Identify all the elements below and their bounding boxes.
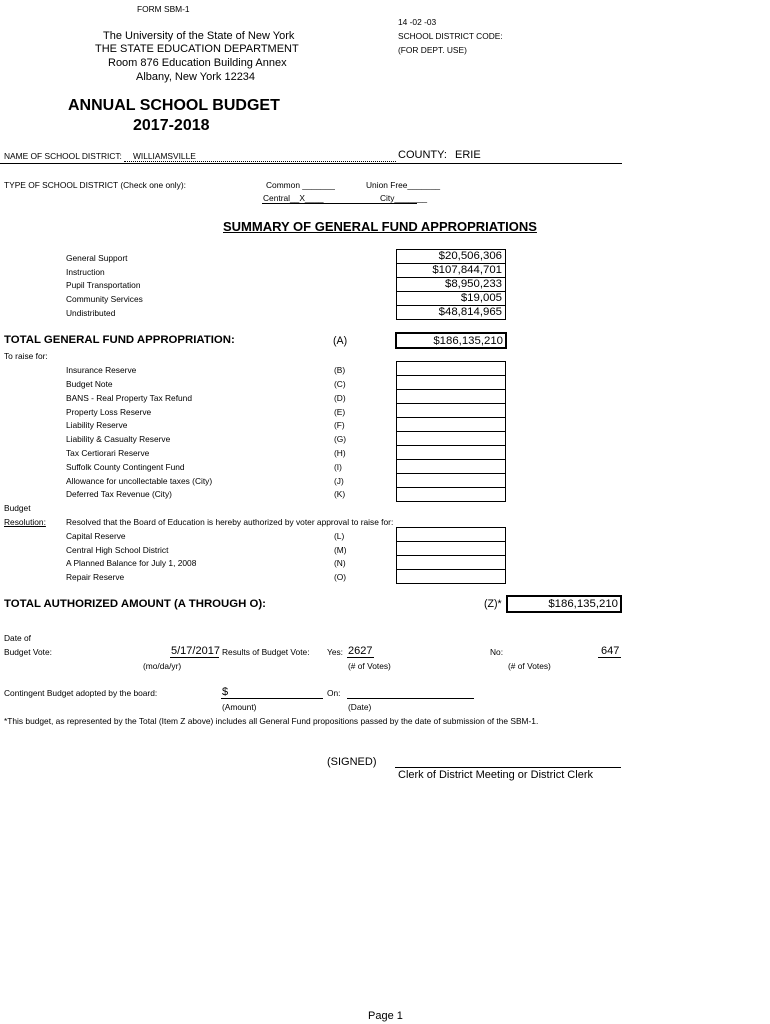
district-type-common[interactable]: Common _______ [266, 180, 335, 190]
header-room: Room 876 Education Building Annex [108, 57, 287, 69]
district-name-value[interactable]: WILLIAMSVILLE [133, 151, 196, 161]
form-id: FORM SBM-1 [137, 4, 190, 14]
reserve-label: Insurance Reserve [66, 365, 137, 375]
reserve-label: BANS - Real Property Tax Refund [66, 393, 192, 403]
vote-yes-value[interactable]: 2627 [348, 645, 373, 657]
resolution-item-label: Central High School District [66, 545, 169, 555]
vote-results-label: Results of Budget Vote: [222, 647, 310, 657]
reserve-label: Budget Note [66, 379, 113, 389]
total-authorized-letter: (Z)* [484, 598, 502, 610]
resolution-item-letter: (N) [334, 558, 346, 568]
reserve-letter: (B) [334, 365, 346, 375]
header-department: THE STATE EDUCATION DEPARTMENT [95, 43, 299, 55]
reserve-value-box[interactable] [396, 417, 506, 432]
district-code-number: 14 -02 -03 [398, 17, 437, 27]
reserve-letter: (E) [334, 407, 346, 417]
district-type-central-underline [262, 203, 417, 204]
vote-no-value[interactable]: 647 [601, 645, 620, 657]
reserve-letter: (K) [334, 489, 346, 499]
budget-year: 2017-2018 [133, 117, 210, 134]
county-label: COUNTY: [398, 149, 447, 161]
vote-yes-label: Yes: [327, 647, 343, 657]
signed-label: (SIGNED) [327, 756, 377, 768]
reserve-label: Tax Certiorari Reserve [66, 448, 150, 458]
reserve-value-box[interactable] [396, 459, 506, 474]
district-type-union-free[interactable]: Union Free_______ [366, 180, 441, 190]
page-number: Page 1 [368, 1010, 403, 1022]
resolution-item-letter: (L) [334, 531, 345, 541]
reserve-letter: (J) [334, 476, 344, 486]
resolution-item-label: A Planned Balance for July 1, 2008 [66, 558, 197, 568]
resolution-value-box[interactable] [396, 527, 506, 542]
header-city: Albany, New York 12234 [136, 71, 256, 83]
appropriation-value-box[interactable] [396, 291, 506, 306]
contingent-amount-caption: (Amount) [222, 702, 257, 712]
contingent-label: Contingent Budget adopted by the board: [4, 688, 158, 698]
appropriation-label: General Support [66, 253, 128, 263]
clerk-caption: Clerk of District Meeting or District Clerk [398, 769, 593, 781]
contingent-amount-underline [221, 698, 323, 699]
district-type-label: TYPE OF SCHOOL DISTRICT (Check one only): [4, 180, 186, 190]
reserve-letter: (G) [334, 434, 347, 444]
reserve-label: Suffolk County Contingent Fund [66, 462, 185, 472]
appropriation-value: $8,950,233 [444, 278, 502, 290]
reserve-letter: (F) [334, 420, 345, 430]
vote-no-label: No: [490, 647, 504, 657]
reserve-letter: (D) [334, 393, 346, 403]
reserve-label: Deferred Tax Revenue (City) [66, 489, 172, 499]
total-general-box[interactable] [395, 332, 507, 349]
reserve-letter: (H) [334, 448, 346, 458]
district-name-underline [124, 161, 396, 162]
header-university: The University of the State of New York [103, 30, 295, 42]
contingent-date-caption: (Date) [348, 702, 372, 712]
contingent-on-label: On: [327, 688, 341, 698]
vote-yes-caption: (# of Votes) [348, 661, 391, 671]
county-value[interactable]: ERIE [455, 149, 481, 161]
appropriation-label: Instruction [66, 267, 105, 277]
total-authorized-box[interactable] [506, 595, 622, 613]
vote-date-value[interactable]: 5/17/2017 [171, 645, 220, 657]
vote-date-label: Budget Vote: [4, 647, 52, 657]
district-row-divider [0, 163, 622, 164]
reserve-value-box[interactable] [396, 473, 506, 488]
vote-date-format: (mo/da/yr) [143, 661, 182, 671]
vote-date-underline [170, 657, 219, 658]
total-authorized-value: $186,135,210 [548, 598, 618, 610]
appropriation-value: $20,506,306 [438, 250, 502, 262]
dept-use-note: (FOR DEPT. USE) [398, 45, 467, 55]
district-code-label: SCHOOL DISTRICT CODE: [398, 31, 503, 41]
resolution-item-letter: (M) [334, 545, 347, 555]
resolution-item-label: Capital Reserve [66, 531, 126, 541]
vote-no-underline [598, 657, 621, 658]
page-title: ANNUAL SCHOOL BUDGET [68, 97, 280, 114]
district-name-label: NAME OF SCHOOL DISTRICT: [4, 151, 122, 161]
total-general-letter: (A) [333, 335, 348, 347]
footnote: *This budget, as represented by the Total (Item Z above) includes all General Fund propositions passed by the date of submission of the SBM-1. [4, 716, 539, 726]
reserve-label: Liability Reserve [66, 420, 128, 430]
reserve-value-box[interactable] [396, 403, 506, 418]
reserve-letter: (I) [334, 462, 342, 472]
budget-resolution-label: Resolution: [4, 517, 46, 527]
appropriation-value-box[interactable] [396, 305, 506, 320]
appropriation-label: Pupil Transportation [66, 280, 141, 290]
reserve-value-box[interactable] [396, 375, 506, 390]
reserve-value-box[interactable] [396, 487, 506, 502]
budget-resolution-text: Resolved that the Board of Education is hereby authorized by voter approval to raise for: [66, 517, 394, 527]
appropriation-value: $48,814,965 [438, 306, 502, 318]
district-type-central[interactable]: Central__X____ [263, 193, 324, 203]
appropriation-label: Community Services [66, 294, 143, 304]
total-general-label: TOTAL GENERAL FUND APPROPRIATION: [4, 334, 235, 346]
reserve-value-box[interactable] [396, 445, 506, 460]
reserve-value-box[interactable] [396, 431, 506, 446]
signature-line[interactable] [395, 767, 621, 768]
appropriation-value-box[interactable] [396, 249, 506, 264]
appropriation-value: $19,005 [460, 292, 502, 304]
to-raise-label: To raise for: [4, 351, 48, 361]
resolution-value-box[interactable] [396, 541, 506, 556]
appropriation-value-box[interactable] [396, 277, 506, 292]
resolution-value-box[interactable] [396, 569, 506, 584]
district-type-city[interactable]: City_______ [380, 193, 428, 203]
resolution-item-label: Repair Reserve [66, 572, 125, 582]
resolution-value-box[interactable] [396, 555, 506, 570]
reserve-label: Property Loss Reserve [66, 407, 152, 417]
reserve-value-box[interactable] [396, 361, 506, 376]
budget-resolution-label: Budget [4, 503, 31, 513]
vote-date-label: Date of [4, 633, 32, 643]
vote-yes-underline [347, 657, 374, 658]
total-authorized-label: TOTAL AUTHORIZED AMOUNT (A THROUGH O): [4, 598, 266, 610]
appropriation-value-box[interactable] [396, 263, 506, 278]
summary-heading: SUMMARY OF GENERAL FUND APPROPRIATIONS [223, 219, 537, 234]
appropriation-value: $107,844,701 [432, 264, 502, 276]
contingent-amount-value[interactable]: $ [222, 686, 229, 698]
reserve-label: Allowance for uncollectable taxes (City) [66, 476, 213, 486]
contingent-date-underline[interactable] [347, 698, 474, 699]
reserve-value-box[interactable] [396, 389, 506, 404]
total-general-value: $186,135,210 [433, 335, 503, 347]
resolution-item-letter: (O) [334, 572, 347, 582]
reserve-label: Liability & Casualty Reserve [66, 434, 171, 444]
vote-no-caption: (# of Votes) [508, 661, 551, 671]
reserve-letter: (C) [334, 379, 346, 389]
appropriation-label: Undistributed [66, 308, 116, 318]
